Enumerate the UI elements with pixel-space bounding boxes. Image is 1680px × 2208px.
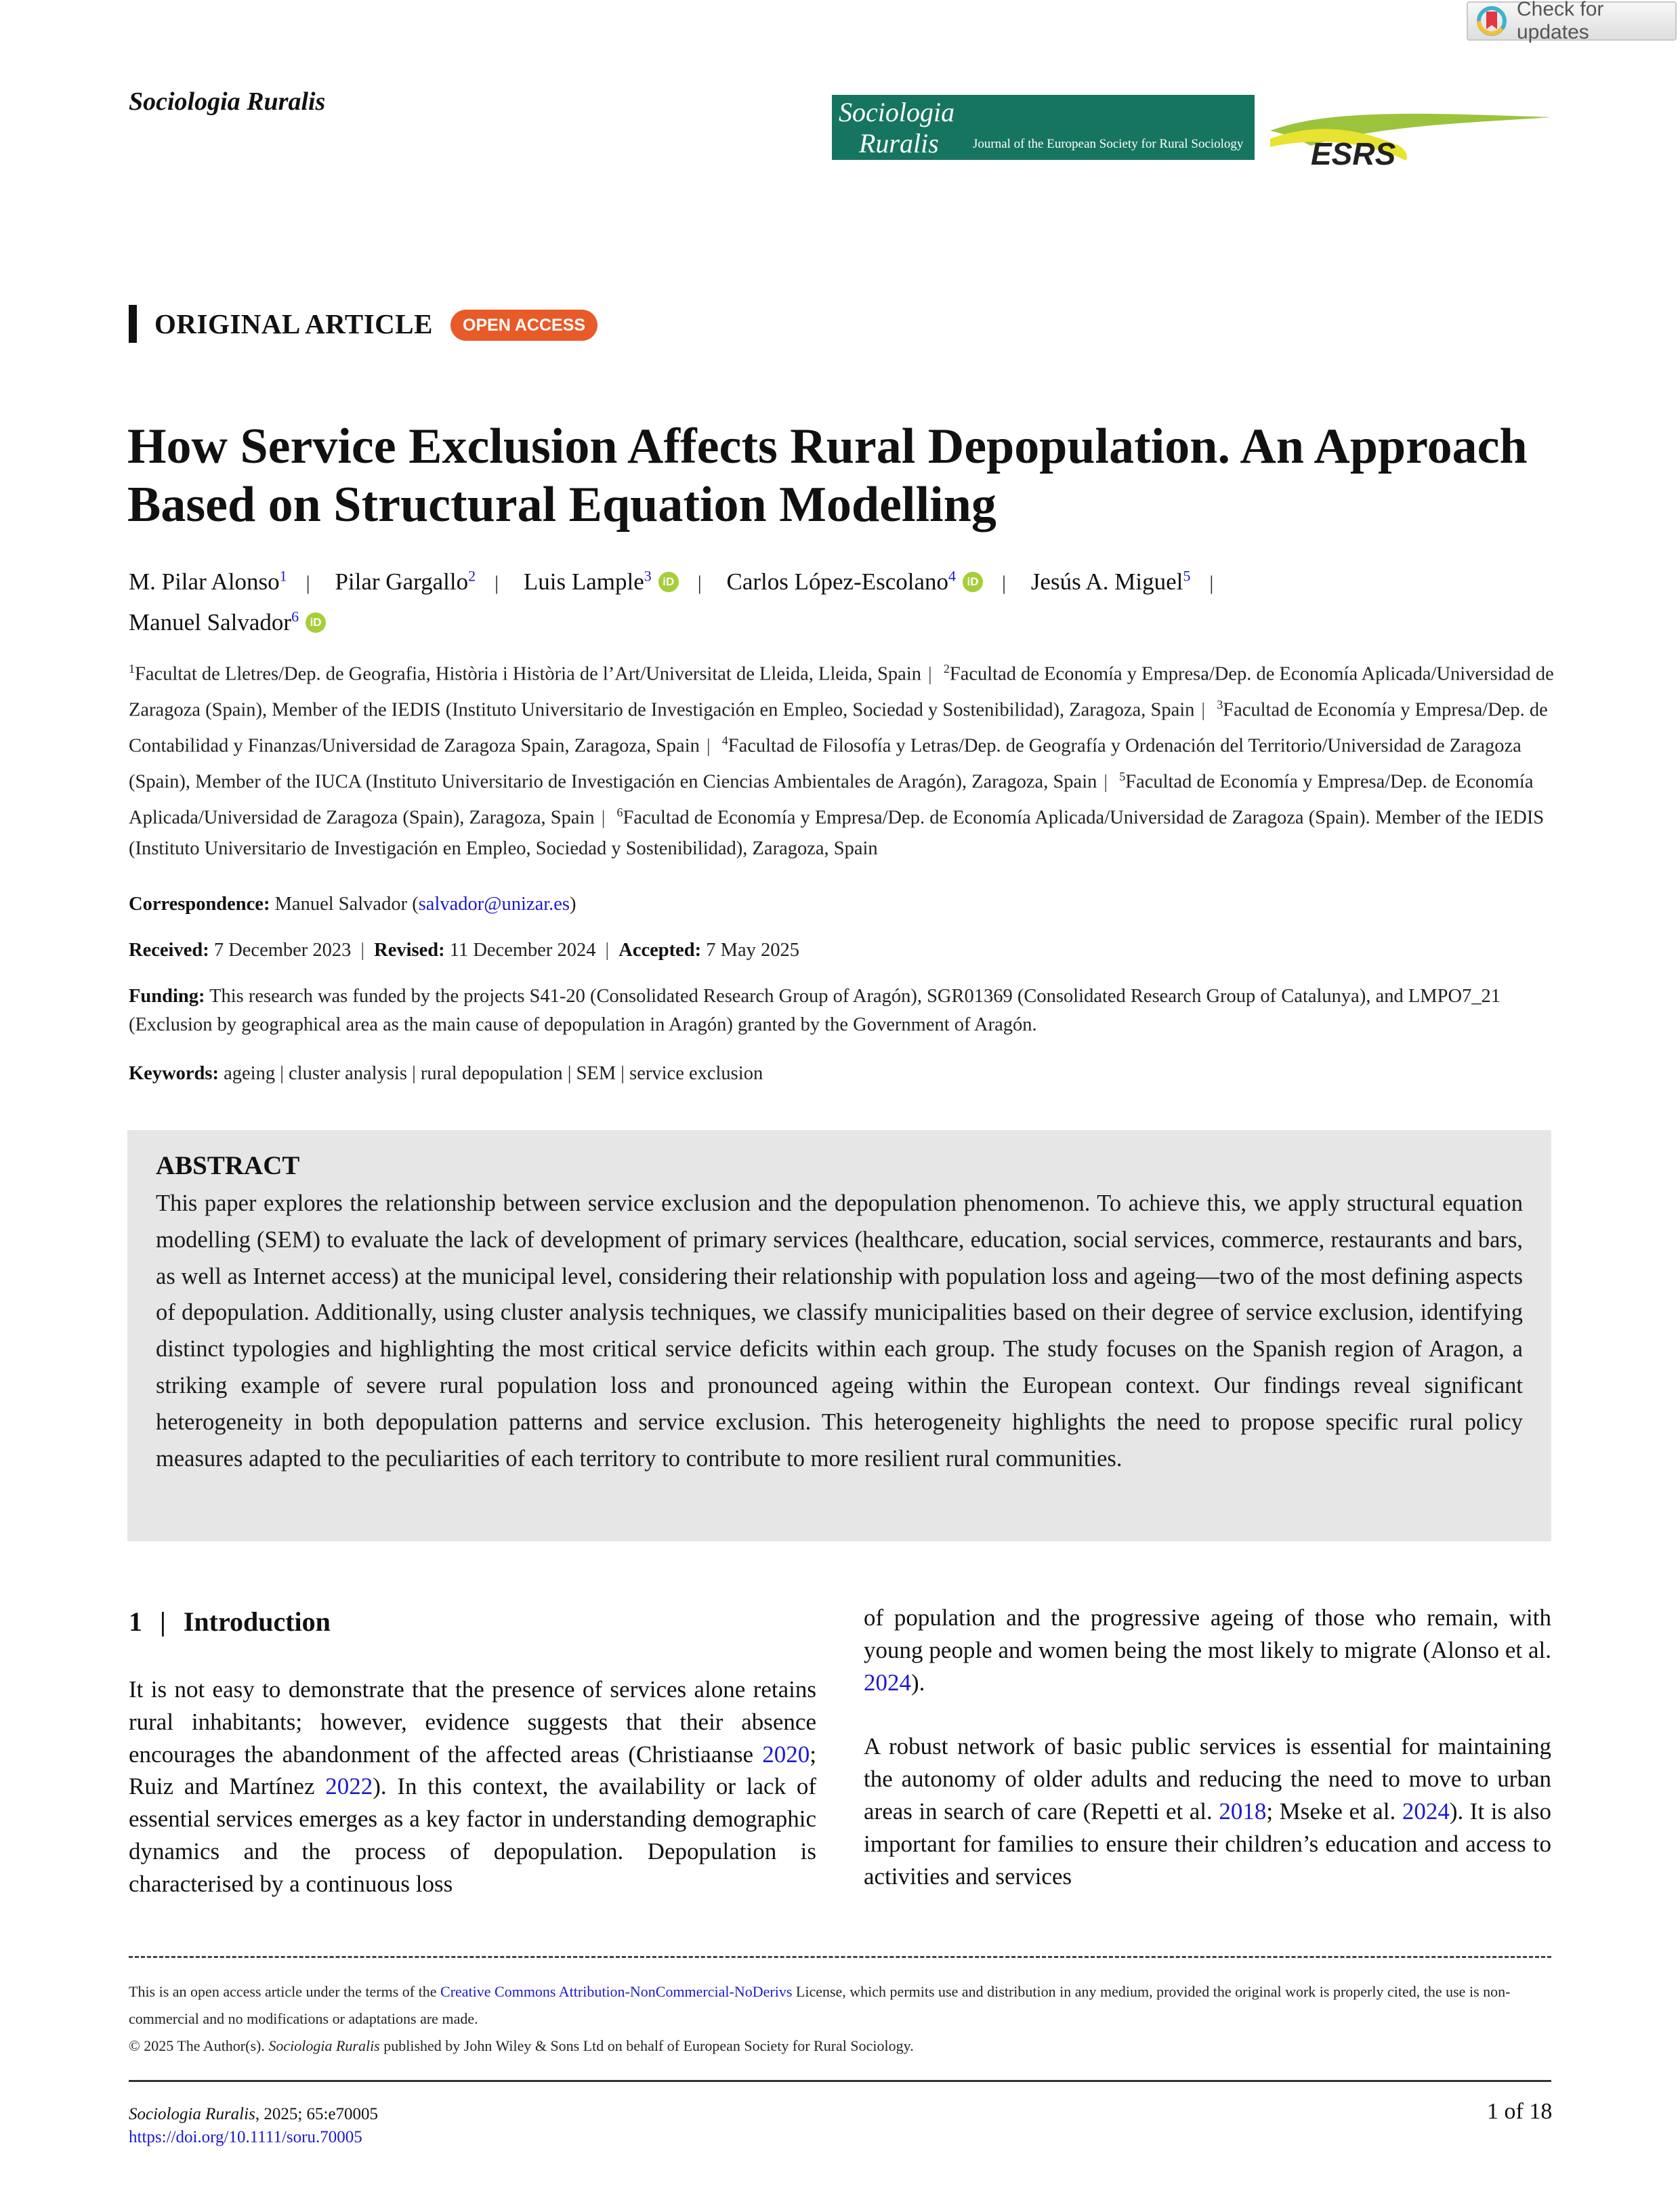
correspondence: Correspondence: Manuel Salvador (salvador@unizar.es) bbox=[129, 894, 576, 915]
license-divider bbox=[129, 1956, 1551, 1958]
license-text: License, which permits use and distribution in any medium, provided the original work is properly cited, the use is non-commercial and no modifications or adaptations are made. bbox=[129, 1983, 1511, 2027]
author-name: Manuel Salvador bbox=[129, 609, 292, 636]
license-text: This is an open access article under the terms of the bbox=[129, 1983, 441, 2000]
author-separator: | bbox=[1002, 571, 1007, 594]
affiliation-text: Facultad de Economía y Empresa/Dep. de Contabilidad y Finanzas/Universidad de Zaragoza Spain, Zaragoza, Spain bbox=[129, 699, 1548, 757]
check-for-updates-label: Check for updates bbox=[1517, 0, 1604, 43]
esrs-logo-text: ESRS bbox=[1311, 136, 1396, 166]
article-type-bar bbox=[129, 305, 137, 343]
section-number: 1 bbox=[129, 1606, 142, 1637]
author-separator: | bbox=[1209, 571, 1214, 594]
check-for-updates-button[interactable] bbox=[1467, 1, 1677, 41]
affiliation-number: 3 bbox=[1217, 698, 1223, 711]
date-separator: | bbox=[605, 940, 610, 961]
footer-journal: Sociologia Ruralis bbox=[129, 2105, 255, 2123]
citation-link[interactable]: 2020 bbox=[762, 1741, 810, 1768]
author-list bbox=[129, 559, 1572, 640]
author-affiliation-ref[interactable]: 1 bbox=[279, 567, 287, 584]
date-separator: | bbox=[360, 940, 365, 961]
affiliation-separator: | bbox=[601, 807, 606, 829]
intro-paragraph-2 bbox=[864, 1730, 1551, 1892]
accepted-date: 7 May 2025 bbox=[706, 940, 800, 961]
intro-paragraph-1 bbox=[129, 1673, 816, 1900]
banner-title-line1: Sociologia bbox=[839, 97, 955, 127]
copyright-text: published by John Wiley & Sons Ltd on behalf of European Society for Rural Sociology. bbox=[379, 2037, 914, 2054]
author-name: Carlos López-Escolano bbox=[726, 568, 949, 595]
affiliations bbox=[129, 654, 1555, 865]
paragraph-text: A robust network of basic public services is essential for maintaining the autonomy of older adults and reducing the need to move to urban areas in search of care (Repetti et al. bbox=[864, 1733, 1551, 1825]
paragraph-text: ; Mseke et al. bbox=[1266, 1797, 1402, 1825]
author-separator: | bbox=[306, 571, 310, 594]
paragraph-text: of population and the progressive ageing of those who remain, with young people and women being the most likely to migrate (Alonso et al. bbox=[864, 1604, 1551, 1663]
author-affiliation-ref[interactable]: 3 bbox=[644, 567, 652, 584]
article-title: How Service Exclusion Affects Rural Depopulation. An Approach Based on Structural Equation Modelling bbox=[127, 419, 1528, 533]
correspondence-name: Manuel Salvador bbox=[274, 894, 408, 915]
doi-link[interactable]: https://doi.org/10.1111/soru.70005 bbox=[129, 2128, 362, 2146]
paragraph-text: It is not easy to demonstrate that the presence of services alone retains rural inhabitants; however, evidence suggests that their absence encourages the abandonment of the affected areas (Christiaanse bbox=[129, 1676, 816, 1768]
crossmark-icon bbox=[1476, 5, 1507, 37]
funding-text: This research was funded by the projects S41-20 (Consolidated Research Group of Aragón), SGR01369 (Consolidated Research Group of Catalunya), and LMPO7_21 (Exclusion by geographical area as the main cause of depopulation in Aragón) granted by the Government of Aragón. bbox=[129, 986, 1501, 1035]
affiliation-separator: | bbox=[706, 735, 711, 757]
affiliation-text: Facultat de Lletres/Dep. de Geografia, Història i Història de l’Art/Universitat de Lleida, Lleida, Spain bbox=[135, 663, 921, 685]
page-number: 1 of 18 bbox=[1487, 2099, 1553, 2124]
orcid-icon[interactable]: iD bbox=[658, 572, 679, 592]
footer-citation bbox=[129, 2103, 378, 2149]
correspondence-label: Correspondence: bbox=[129, 894, 270, 915]
citation-link[interactable]: 2024 bbox=[1402, 1797, 1450, 1825]
author[interactable] bbox=[335, 568, 476, 595]
affiliation-number: 2 bbox=[943, 662, 950, 675]
author[interactable] bbox=[727, 568, 984, 595]
footer-volume: , 2025; 65:e70005 bbox=[255, 2105, 379, 2123]
correspondence-email-link[interactable]: salvador@unizar.es bbox=[418, 894, 570, 915]
abstract-box bbox=[127, 1130, 1551, 1541]
author-name: Luis Lample bbox=[523, 568, 644, 595]
author-separator: | bbox=[697, 571, 702, 594]
author-affiliation-ref[interactable]: 4 bbox=[948, 567, 957, 584]
author-name: M. Pilar Alonso bbox=[129, 568, 280, 595]
article-dates bbox=[129, 936, 1558, 965]
body-column-right bbox=[864, 1602, 1551, 1892]
keywords bbox=[129, 1060, 1558, 1088]
received-date: 7 December 2023 bbox=[213, 940, 352, 961]
article-type-label: ORIGINAL ARTICLE bbox=[154, 308, 433, 339]
affiliation-text: Facultad de Economía y Empresa/Dep. de Economía Aplicada/Universidad de Zaragoza (Spain). Member of the IEDIS (Instituto Universitario de Investigación en Empleo, Sociedad y Sostenibilidad), Zaragoza, Spain bbox=[129, 807, 1545, 859]
section-title: Introduction bbox=[183, 1606, 331, 1637]
orcid-icon[interactable]: iD bbox=[963, 572, 983, 592]
orcid-icon[interactable]: iD bbox=[306, 612, 326, 633]
abstract-text: This paper explores the relationship between service exclusion and the depopulation phenomenon. To achieve this, we apply structural equation modelling (SEM) to evaluate the lack of development of primary services (healthcare, education, social services, commerce, restaurants and bars, as well as Internet access) at the municipal level, considering their relationship with population loss and ageing—two of the most defining aspects of depopulation. Additionally, using cluster analysis techniques, we classify municipalities based on their degree of service exclusion, identifying distinct typologies and highlighting the most critical service deficits within each group. The study focuses on the Spanish region of Aragon, a striking example of severe rural population loss and pronounced ageing within the European context. Our findings reveal significant heterogeneity in both depopulation patterns and service exclusion. This heterogeneity highlights the need to propose specific rural policy measures adapted to the peculiarities of each territory to contribute to more resilient rural communities. bbox=[156, 1190, 1523, 1472]
citation-link[interactable]: 2024 bbox=[864, 1669, 911, 1696]
author-name: Pilar Gargallo bbox=[335, 568, 469, 595]
author[interactable] bbox=[1031, 568, 1191, 595]
esrs-logo bbox=[1270, 105, 1555, 166]
license-link[interactable]: Creative Commons Attribution-NonCommercial-NoDerivs bbox=[440, 1983, 793, 2000]
section-pipe: | bbox=[160, 1606, 166, 1637]
paragraph-gap bbox=[864, 1699, 1551, 1730]
keywords-text: ageing | cluster analysis | rural depopulation | SEM | service exclusion bbox=[224, 1063, 763, 1084]
affiliation-separator: | bbox=[1201, 699, 1206, 721]
banner-title-line2: Ruralis bbox=[859, 128, 939, 159]
copyright-text: © 2025 The Author(s). bbox=[129, 2037, 269, 2054]
affiliation-number: 6 bbox=[616, 806, 623, 819]
accepted-label: Accepted: bbox=[618, 940, 702, 961]
affiliation-separator: | bbox=[928, 663, 932, 685]
affiliation-number: 4 bbox=[721, 734, 728, 747]
open-access-badge: OPEN ACCESS bbox=[450, 310, 597, 341]
affiliation-text: Facultad de Filosofía y Letras/Dep. de Geografía y Ordenación del Territorio/Universidad de Zaragoza (Spain), Member of the IUCA (Instituto Universitario de Investigación en Ciencias Ambientales de Aragón), Zaragoza, Spain bbox=[129, 735, 1521, 793]
paragraph-text: ). In this context, the availability or lack of essential services emerges as a key factor in understanding demographic dynamics and the process of depopulation. Depopulation is characterised by a continuous loss bbox=[129, 1773, 816, 1897]
paragraph-text: ). It is also important for families to ensure their children’s education and access to activities and services bbox=[864, 1797, 1551, 1890]
section-heading bbox=[129, 1606, 331, 1638]
banner-subtitle: Journal of the European Society for Rural Sociology bbox=[973, 137, 1244, 151]
citation-link[interactable]: 2022 bbox=[325, 1773, 373, 1800]
affiliation-number: 1 bbox=[129, 662, 135, 675]
revised-label: Revised: bbox=[374, 940, 445, 961]
intro-paragraph-1-continued bbox=[864, 1602, 1551, 1699]
author-affiliation-ref[interactable]: 2 bbox=[468, 567, 476, 584]
journal-banner-logo bbox=[832, 95, 1255, 160]
license-notice bbox=[129, 1978, 1558, 2060]
affiliation-text: Facultad de Economía y Empresa/Dep. de Economía Aplicada/Universidad de Zaragoza (Spain), Zaragoza, Spain bbox=[129, 771, 1534, 829]
affiliation-separator: | bbox=[1104, 771, 1108, 793]
author[interactable] bbox=[524, 568, 679, 595]
abstract-heading: ABSTRACT bbox=[156, 1151, 300, 1180]
funding-label: Funding: bbox=[129, 986, 205, 1007]
paragraph-text: ). bbox=[911, 1669, 925, 1696]
author[interactable] bbox=[129, 609, 326, 636]
funding bbox=[129, 982, 1558, 1039]
author-affiliation-ref[interactable]: 5 bbox=[1183, 567, 1191, 584]
body-column-left bbox=[129, 1673, 816, 1900]
author[interactable] bbox=[129, 568, 287, 595]
footer-rule bbox=[129, 2080, 1551, 2082]
author-name: Jesús A. Miguel bbox=[1030, 568, 1183, 595]
affiliation-number: 5 bbox=[1119, 770, 1126, 783]
keywords-label: Keywords: bbox=[129, 1063, 219, 1084]
journal-running-title: Sociologia Ruralis bbox=[129, 87, 326, 116]
received-label: Received: bbox=[129, 940, 209, 961]
author-separator: | bbox=[495, 571, 499, 594]
affiliation-text: Facultad de Economía y Empresa/Dep. de Economía Aplicada/Universidad de Zaragoza (Spain), Member of the IEDIS (Instituto Universitario de Investigación en Empleo, Sociedad y Sostenibilidad), Zaragoza, Spain bbox=[129, 663, 1554, 721]
copyright-journal: Sociologia Ruralis bbox=[268, 2037, 380, 2054]
paragraph-text: ; Ruiz and Martínez bbox=[129, 1741, 816, 1800]
author-affiliation-ref[interactable]: 6 bbox=[291, 608, 299, 625]
citation-link[interactable]: 2018 bbox=[1219, 1797, 1267, 1825]
revised-date: 11 December 2024 bbox=[449, 940, 596, 961]
